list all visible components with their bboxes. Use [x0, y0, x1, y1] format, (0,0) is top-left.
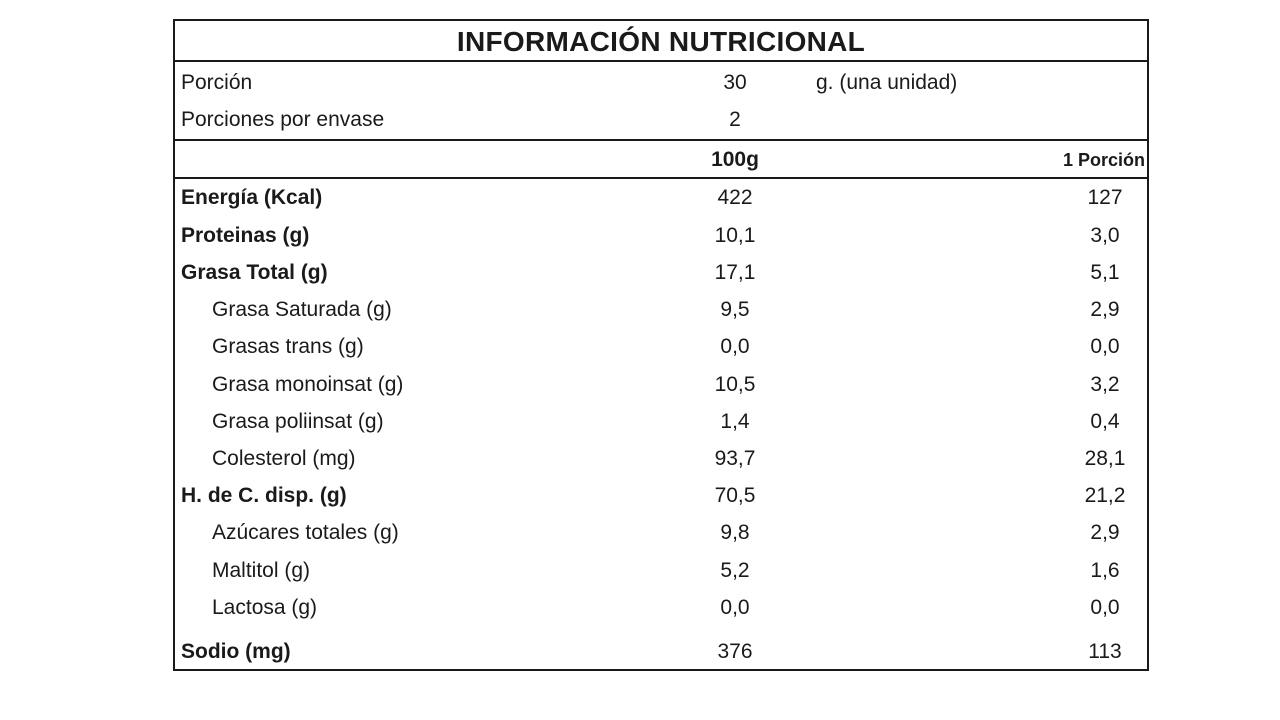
value-per-100g: 10,5: [714, 373, 756, 396]
nutrient-label: Lactosa (g): [212, 596, 318, 619]
value-per-portion: 5,1: [1090, 261, 1120, 284]
nutrient-label: Grasas trans (g): [212, 335, 364, 358]
nutrient-label: Maltitol (g): [212, 559, 311, 582]
value-per-portion: 113: [1088, 640, 1122, 663]
value-per-portion: 28,1: [1084, 447, 1126, 470]
nutrient-label: Colesterol (mg): [212, 447, 356, 470]
nutrient-label: Sodio (mg): [181, 640, 291, 663]
portion-value: 30: [723, 71, 747, 94]
nutrition-facts-label: [173, 19, 1149, 671]
column-header-portion: 1 Porción: [1062, 150, 1145, 170]
value-per-portion: 0,0: [1090, 596, 1120, 619]
value-per-100g: 1,4: [720, 410, 750, 433]
value-per-100g: 422: [717, 186, 753, 209]
value-per-portion: 127: [1087, 186, 1123, 209]
value-per-100g: 376: [717, 640, 753, 663]
divider: [175, 177, 1147, 179]
value-per-portion: 0,4: [1090, 410, 1120, 433]
value-per-portion: 21,2: [1084, 484, 1126, 507]
value-per-portion: 2,9: [1090, 298, 1120, 321]
per-pack-label: Porciones por envase: [181, 108, 385, 131]
value-per-100g: 5,2: [720, 559, 750, 582]
divider: [175, 139, 1147, 141]
value-per-100g: 17,1: [714, 261, 756, 284]
nutrient-label: Energía (Kcal): [181, 186, 323, 209]
value-per-100g: 0,0: [720, 596, 750, 619]
column-header-100g: 100g: [711, 148, 759, 171]
value-per-portion: 2,9: [1090, 521, 1120, 544]
value-per-100g: 0,0: [720, 335, 750, 358]
label-title: INFORMACIÓN NUTRICIONAL: [175, 21, 1147, 62]
nutrient-label: Grasa poliinsat (g): [212, 410, 384, 433]
value-per-100g: 70,5: [714, 484, 756, 507]
value-per-100g: 9,8: [720, 521, 750, 544]
nutrient-label: Grasa Saturada (g): [212, 298, 392, 321]
nutrient-label: Grasa Total (g): [181, 261, 328, 284]
value-per-portion: 0,0: [1090, 335, 1120, 358]
value-per-portion: 3,0: [1090, 224, 1120, 247]
nutrient-label: Proteinas (g): [181, 224, 310, 247]
nutrient-label: H. de C. disp. (g): [181, 484, 347, 507]
value-per-portion: 3,2: [1090, 373, 1120, 396]
per-pack-value: 2: [729, 108, 741, 131]
nutrient-label: Azúcares totales (g): [212, 521, 399, 544]
value-per-portion: 1,6: [1090, 559, 1120, 582]
portion-unit: g. (una unidad): [816, 71, 958, 94]
nutrient-label: Grasa monoinsat (g): [212, 373, 404, 396]
value-per-100g: 93,7: [714, 447, 756, 470]
value-per-100g: 9,5: [720, 298, 750, 321]
portion-label: Porción: [181, 71, 253, 94]
value-per-100g: 10,1: [714, 224, 756, 247]
